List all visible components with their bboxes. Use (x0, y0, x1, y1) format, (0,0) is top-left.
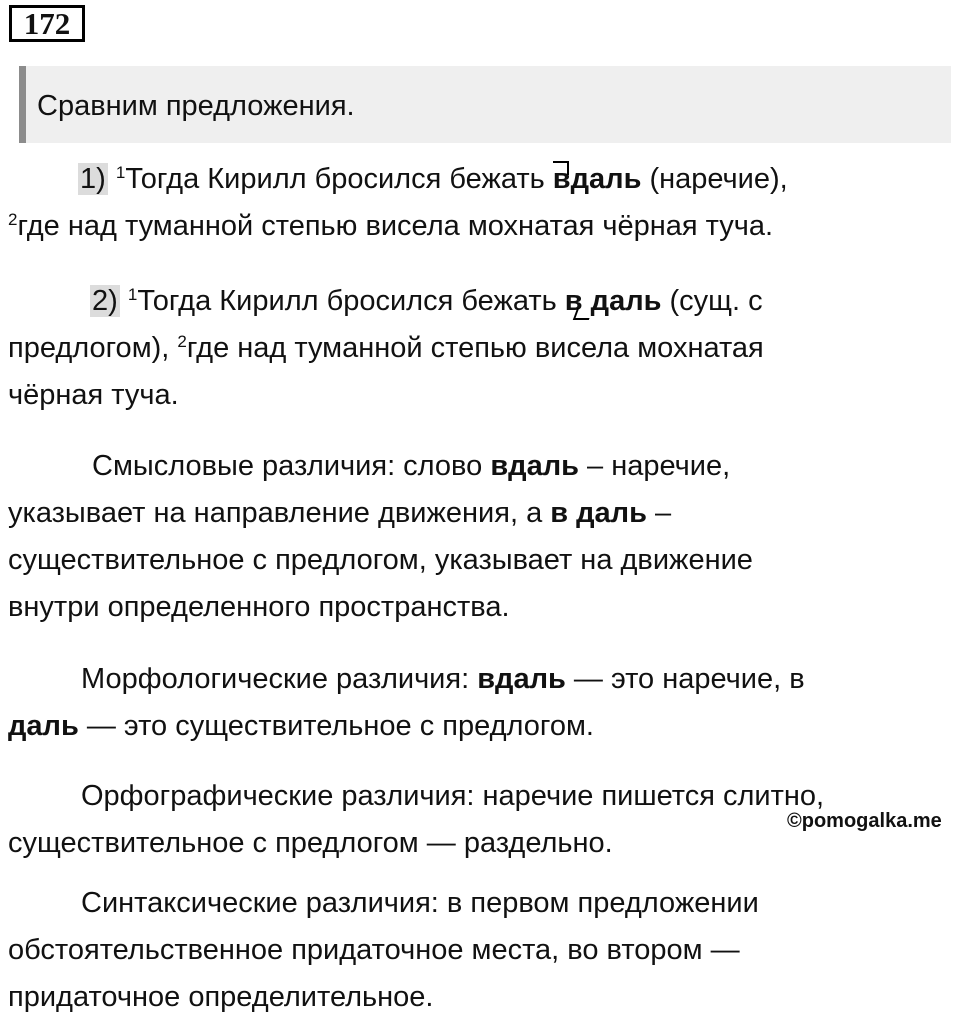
clause-2-marker: 2 (177, 332, 187, 351)
space-mark (573, 308, 593, 320)
clause-2-marker: 2 (8, 210, 18, 229)
semantic-text: – (646, 497, 672, 529)
header-bar (19, 66, 951, 143)
semantic-term-vdal: вдаль (490, 450, 579, 482)
orthographic-line-1: Орфографические различия: наречие пишется слитно, (81, 780, 825, 812)
sentence-2 (8, 278, 956, 419)
syntactic-differences (8, 880, 956, 1021)
semantic-differences (8, 443, 956, 631)
syntactic-line-3: придаточное определительное. (8, 981, 434, 1013)
morphological-line-2 (8, 703, 956, 750)
morphological-term-dal: даль (8, 710, 79, 742)
sentence-1-line-1 (8, 156, 956, 203)
sentence-2-line-2 (8, 325, 956, 372)
task-number: 172 (9, 5, 85, 42)
orthographic-line-2: существительное с предлогом — раздельно. (8, 827, 613, 859)
watermark: ©pomogalka.me (787, 810, 942, 832)
sentence-2-number: 2) (92, 285, 118, 317)
semantic-line-2 (8, 490, 956, 537)
clause-1-marker: 1 (127, 285, 138, 304)
semantic-text: Смысловые различия: слово (92, 450, 491, 482)
semantic-text: – наречие, (578, 450, 731, 482)
semantic-text: указывает на направление движения, а (8, 497, 551, 529)
word-v-dal-with-mark (565, 278, 662, 325)
sentence-2-note: (сущ. с (661, 285, 763, 317)
sentence-2-line-1 (8, 278, 956, 325)
word-vdal: вдаль (552, 163, 642, 195)
morphological-text: Морфологические различия: (81, 663, 478, 695)
sentence-1-number: 1) (80, 163, 106, 195)
sentence-1-line-2 (8, 203, 956, 250)
sentence-2-text: Тогда Кирилл бросился бежать (137, 285, 565, 317)
syntactic-line-1: Синтаксические различия: в первом предложении (81, 887, 759, 919)
sentence-1-note: (наречие), (641, 163, 788, 195)
sentence-1-subclause: где над туманной степью висела мохнатая чёрная туча. (17, 210, 774, 242)
morphological-text: — это наречие, в (565, 663, 805, 695)
morphological-line-1 (8, 656, 956, 703)
morphological-text: — это существительное с предлогом. (78, 710, 594, 742)
syntactic-line-2: обстоятельственное придаточное места, во втором — (8, 934, 740, 966)
morpheme-mark (553, 161, 569, 175)
word-v: в (564, 285, 583, 317)
word-dal: даль (590, 285, 662, 317)
semantic-line-4: внутри определенного пространства. (8, 591, 510, 623)
semantic-term-v-dal: в даль (550, 497, 647, 529)
morphological-term-vdal: вдаль (477, 663, 566, 695)
sentence-1-text: Тогда Кирилл бросился бежать (125, 163, 553, 195)
morphological-differences (8, 656, 956, 750)
word-vdal-with-mark (553, 156, 642, 203)
clause-1-marker: 1 (115, 163, 126, 182)
sentence-2-note-end: предлогом), (8, 332, 178, 364)
semantic-line-1 (8, 443, 956, 490)
sentence-1 (8, 156, 956, 250)
header-title: Сравним предложения. (37, 90, 355, 122)
semantic-line-3: существительное с предлогом, указывает на движение (8, 544, 753, 576)
sentence-2-line-3: чёрная туча. (8, 379, 179, 411)
sentence-2-subclause: где над туманной степью висела мохнатая (186, 332, 764, 364)
